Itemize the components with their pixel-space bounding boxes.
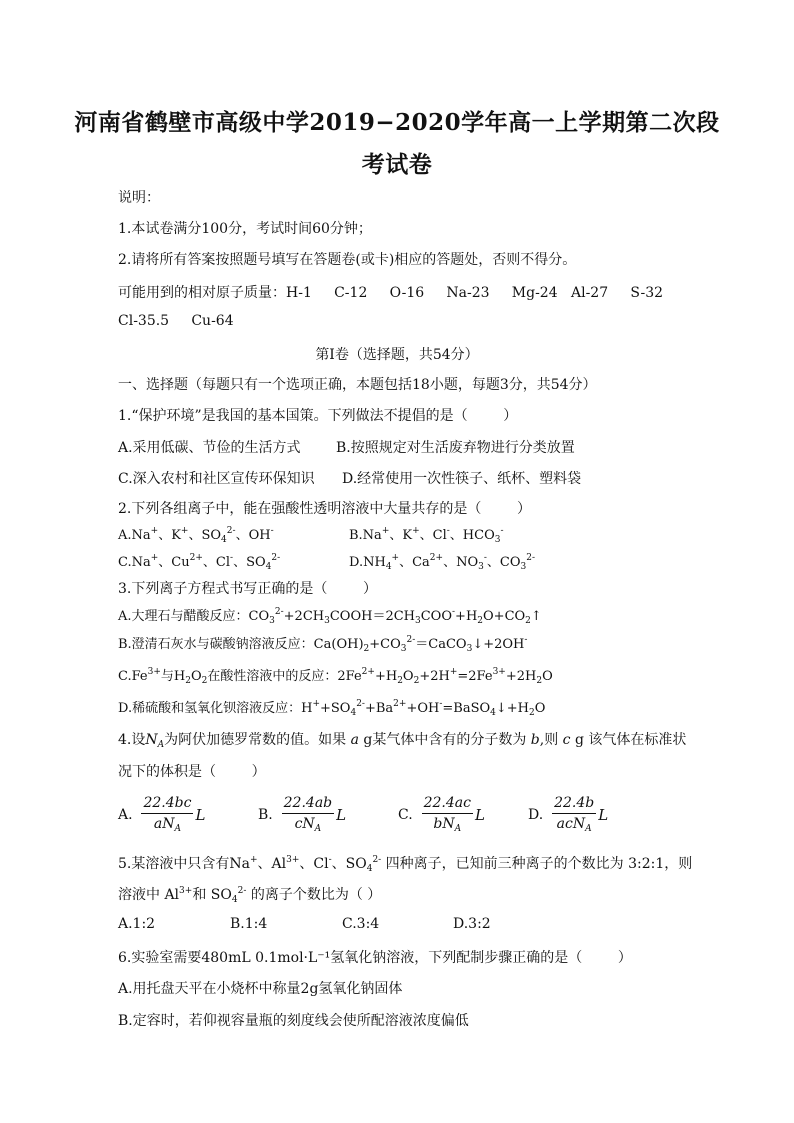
question-1-option-a: A.采用低碳、节俭的生活方式 xyxy=(118,440,301,456)
question-1-stem: 1.“保护环境”是我国的基本国策。下列做法不提倡的是（ ） xyxy=(118,408,518,424)
question-4-option-a-denominator: $aN_A$ xyxy=(153,816,182,834)
question-5-option-c: C.3:4 xyxy=(342,916,380,932)
question-4-option-b-denominator: $cN_A$ xyxy=(294,816,322,834)
question-5-stem-line-2: 溶液中 $Al^{3+}$和 $SO_4^{2-}$ 的离子个数比为（ ） xyxy=(118,886,382,905)
instructions-heading: 说明： xyxy=(118,190,160,206)
question-4-option-d: D. $\frac{22.4b}{acN_A}$ L xyxy=(528,795,609,834)
question-4-option-b-numerator: 22.4ab xyxy=(282,795,334,814)
question-2-option-b: B.Na+、K+、Cl-、$HCO_3^-$ xyxy=(349,526,504,545)
question-2-option-c: C.Na+、$Cu^{2+}$、Cl-、$SO_4^{2-}$ xyxy=(118,553,281,572)
question-6-stem: 6.实验室需要480mL 0.1mol·L⁻¹氢氧化钠溶液，下列配制步骤正确的是（ ） xyxy=(118,950,632,966)
question-1-option-d: D.经常使用一次性筷子、纸杯、塑料袋 xyxy=(342,471,582,487)
question-5-option-b: B.1:4 xyxy=(230,916,268,932)
question-1-option-c: C.深入农村和社区宣传环保知识 xyxy=(118,471,315,487)
question-4-option-d-denominator: acN$_A$ xyxy=(556,816,592,834)
question-5-option-a: A.1:2 xyxy=(118,916,156,932)
question-4-option-d-numerator: 22.4b xyxy=(552,795,596,814)
question-3-option-c: $C.Fe^{3+}$与$H_2O_2$在酸性溶液中的反应：$2Fe^{2+}+H_2O_2+2H^+=2Fe^{3+}+2H_2O$ xyxy=(118,667,553,686)
question-2-option-a: A.Na+、K+、$SO_4^{2-}$、OH- xyxy=(118,526,274,545)
question-4-option-c-numerator: 22.4ac xyxy=(422,795,473,814)
atomic-masses-line-2: Cl-35.5 Cu-64 xyxy=(118,313,234,329)
question-4-option-b-unit: L xyxy=(336,805,347,824)
question-3-stem: 3.下列离子方程式书写正确的是（ ） xyxy=(118,581,377,597)
atomic-masses-line-1: 可能用到的相对原子质量：H-1 C-12 O-16 Na-23 Mg-24 Al-27 S-32 xyxy=(118,285,664,301)
question-2-option-d: $D.NH_4^+$、$Ca^{2+}$、$NO_3^-$、$CO_3^{2-}$ xyxy=(349,553,536,572)
exam-title-line2: 考试卷 xyxy=(361,151,433,178)
part-title: 一、选择题（每题只有一个选项正确，本题包括18小题，每题3分，共54分） xyxy=(118,377,597,393)
instruction-rule-2: 2.请将所有答案按照题号填写在答题卷(或卡)相应的答题处，否则不得分。 xyxy=(118,252,577,268)
question-1-option-b: B.按照规定对生活废弃物进行分类放置 xyxy=(336,440,575,456)
question-4-option-a-unit: L xyxy=(195,805,206,824)
question-4-option-c-unit: L xyxy=(474,805,485,824)
question-3-option-a: A.大理石与醋酸反应：$CO_3^{2-}+2CH_3COOH=2CH_3COO^-+H_2O+CO_2↑$ xyxy=(118,607,542,626)
question-4-option-d-unit: L xyxy=(598,805,609,824)
question-6-option-a: A.用托盘天平在小烧杯中称量2g氢氧化钠固体 xyxy=(118,981,403,997)
question-5-option-d: D.3:2 xyxy=(453,916,491,932)
volume-title: 第Ⅰ卷（选择题，共54分） xyxy=(315,347,479,363)
question-3-option-b: B.澄清石灰水与碳酸钠溶液反应：$Ca(OH)_2+CO_3^{2-}=CaCO_3↓+2OH^-$ xyxy=(118,635,528,654)
question-2-stem: 2.下列各组离子中，能在强酸性透明溶液中大量共存的是（ ） xyxy=(118,501,531,517)
question-4-option-c: C. $\frac{22.4ac}{bN_A}$ L xyxy=(398,795,485,834)
instruction-rule-1: 1.本试卷满分100分，考试时间60分钟； xyxy=(118,221,372,237)
question-4-option-c-denominator: $bN_A$ xyxy=(433,816,462,834)
question-4-option-a-numerator: 22.4bc xyxy=(141,795,193,814)
question-4-stem-line-2: 况下的体积是（ ） xyxy=(118,764,266,780)
question-4-option-b: B. $\frac{22.4ab}{cN_A}$ L xyxy=(258,795,347,834)
question-4-stem-line-1: 4.设$N_A$为阿伏加德罗常数的值。如果 a g某气体中含有的分子数为 b,则 c g 该气体在标准状 xyxy=(118,732,687,750)
question-3-option-d: D.稀硫酸和氢氧化钡溶液反应：$H^++SO_4^{2-}+Ba^{2+}+OH^-=BaSO_4↓+H_2O$ xyxy=(118,699,546,718)
question-6-option-b: B.定容时，若仰视容量瓶的刻度线会使所配溶液浓度偏低 xyxy=(118,1013,469,1029)
question-4-option-a: A. $\frac{22.4bc}{aN_A}$ L xyxy=(118,795,206,834)
exam-title-line1: 河南省鹤壁市高级中学2019−2020学年高一上学期第二次段 xyxy=(74,109,720,136)
question-5-stem-line-1: 5.某溶液中只含有Na+、$Al^{3+}$、Cl-、$SO_4^{2-}$ 四种离子，已知前三种离子的个数比为 3:2:1，则 xyxy=(118,855,693,874)
